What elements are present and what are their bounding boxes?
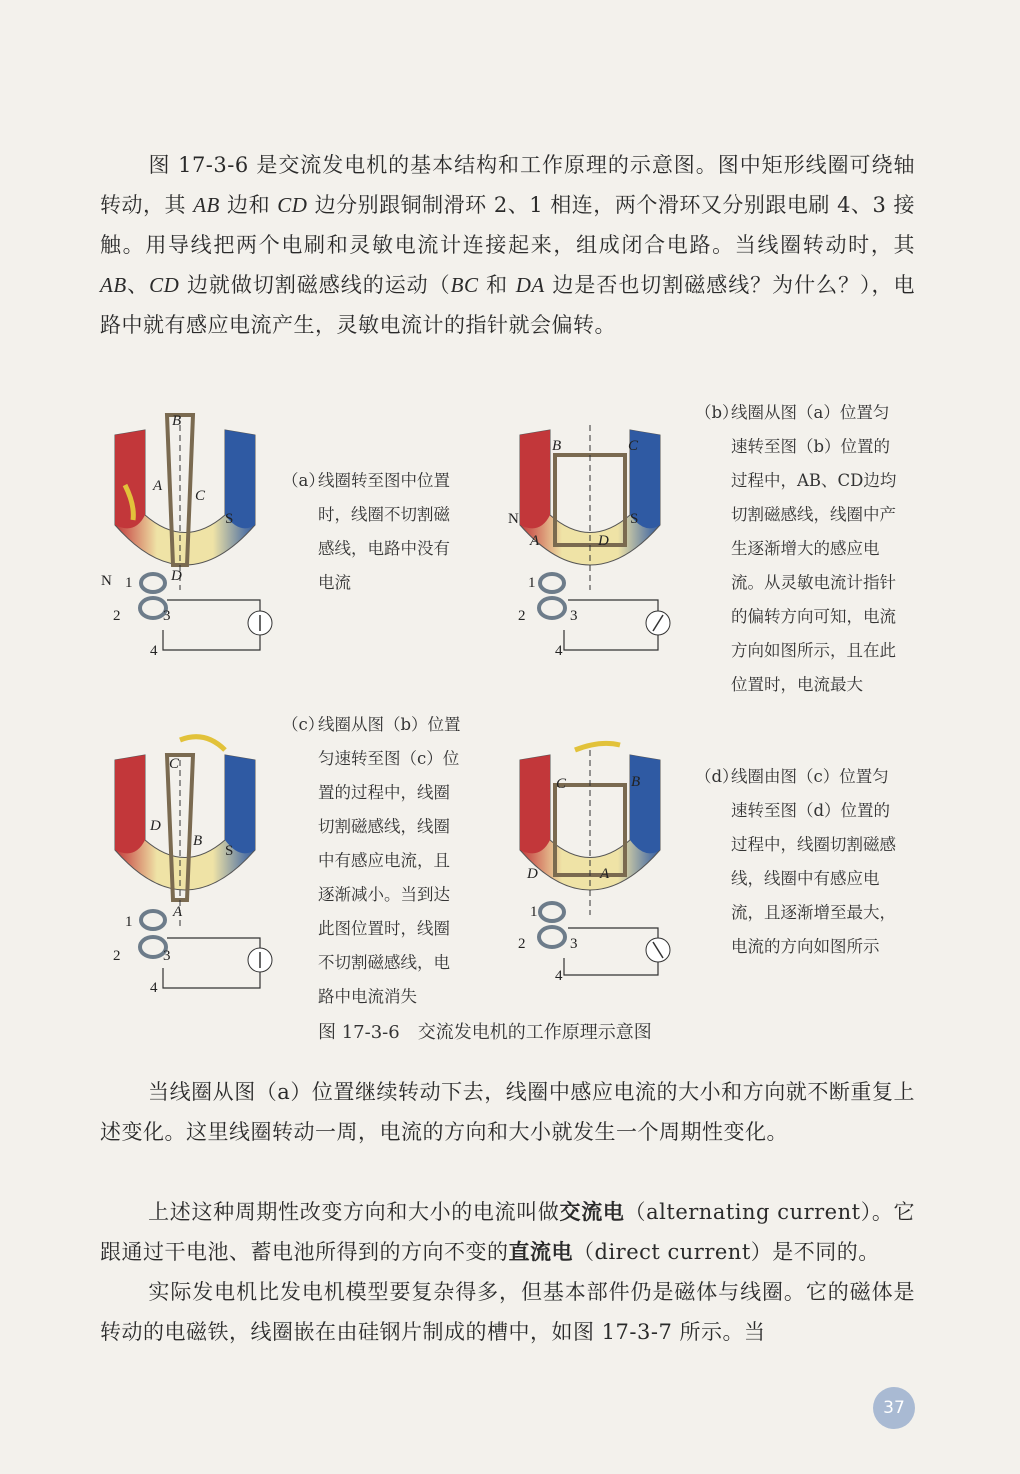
svg-text:4: 4 — [555, 643, 563, 659]
svg-text:N: N — [101, 573, 112, 589]
svg-text:2: 2 — [113, 608, 121, 624]
slip-ring-1 — [141, 574, 165, 592]
north-pole-a — [115, 430, 145, 528]
svg-text:1: 1 — [125, 914, 133, 930]
svg-text:1: 1 — [125, 575, 133, 591]
rotation-arrow-c — [180, 737, 225, 750]
figure-title: 图 17-3-6 交流发电机的工作原理示意图 — [318, 1022, 652, 1043]
svg-text:B: B — [552, 438, 562, 454]
svg-text:B: B — [631, 774, 641, 790]
south-pole-d — [630, 755, 660, 853]
svg-text:A: A — [153, 478, 163, 494]
svg-text:S: S — [225, 843, 234, 859]
north-pole-c — [115, 755, 145, 853]
figure-d-generator — [500, 730, 690, 990]
slip-ring-1-b — [540, 574, 564, 592]
figure-b-generator — [500, 405, 690, 665]
south-pole-c — [225, 755, 255, 853]
svg-text:B: B — [172, 413, 182, 429]
paragraph-3: 上述这种周期性改变方向和大小的电流叫做交流电（alternating current）。它跟通过干电池、蓄电池所得到的方向不变的直流电（direct current）是不同的。 — [100, 1199, 916, 1264]
svg-text:N: N — [508, 511, 519, 527]
svg-text:B: B — [193, 833, 203, 849]
north-pole-b — [520, 430, 550, 528]
svg-text:2: 2 — [518, 608, 526, 624]
svg-text:D: D — [171, 568, 182, 584]
svg-text:4: 4 — [150, 643, 158, 659]
svg-text:D: D — [527, 866, 538, 882]
slip-ring-2-b — [539, 598, 565, 618]
paragraph-2: 当线圈从图（a）位置继续转动下去，线圈中感应电流的大小和方向就不断重复上述变化。这里线圈转动一周，电流的方向和大小就发生一个周期性变化。 — [100, 1080, 915, 1144]
svg-text:4: 4 — [555, 968, 563, 984]
svg-text:2: 2 — [518, 936, 526, 952]
svg-text:3: 3 — [163, 948, 171, 964]
caption-b: （b）线圈从图（a）位置匀 速转至图（b）位置的 过程中，AB、CD边均 切割磁感线，线圈中产 生逐渐增大的感应电 流。从灵敏电流计指针 的偏转方向可知，电流 方向如图所示，且在此 位置时，电流最大 — [695, 403, 897, 694]
caption-d: （d）线圈由图（c）位置匀 速转至图（d）位置的 过程中，线圈切割磁感 线，线圈中有感应电 流，且逐渐增至最大， 电流的方向如图所示 — [695, 767, 896, 956]
svg-text:C: C — [556, 776, 567, 792]
svg-text:D: D — [150, 818, 161, 834]
caption-a: （a）线圈转至图中位置 时，线圈不切割磁 感线，电路中没有 电流 — [282, 471, 450, 592]
paragraph-4: 实际发电机比发电机模型要复杂得多，但基本部件仍是磁体与线圈。它的磁体是转动的电磁铁，线圈嵌在由硅钢片制成的槽中，如图 17-3-7 所示。当 — [100, 1280, 915, 1344]
term-direct-current: 直流电 — [508, 1239, 573, 1264]
slip-ring-1-c — [141, 911, 165, 929]
svg-text:A: A — [600, 866, 610, 882]
svg-text:D: D — [598, 533, 609, 549]
svg-text:S: S — [630, 511, 639, 527]
svg-text:3: 3 — [570, 936, 578, 952]
figure-c-generator — [95, 730, 285, 1000]
svg-text:3: 3 — [163, 608, 171, 624]
svg-text:A: A — [173, 904, 183, 920]
intro-paragraph: 图 17-3-6 是交流发电机的基本结构和工作原理的示意图。图中矩形线圈可绕轴转动，其 AB 边和 CD 边分别跟铜制滑环 2、1 相连，两个滑环又分别跟电刷 4、3 接触。用导线把两个电刷和灵敏电流计连接起来，组成闭合电路。当线圈转动时，其 AB、CD 边就做切割磁感线的运动（BC 和 DA 边是否也切割磁感线？为什么？），电路中就有感应电流产生，灵敏电流计的指针就会偏转。 — [100, 153, 915, 337]
svg-text:1: 1 — [528, 575, 536, 591]
svg-text:1: 1 — [530, 904, 538, 920]
svg-text:3: 3 — [570, 608, 578, 624]
svg-text:C: C — [195, 488, 206, 504]
figure-a-generator — [95, 405, 285, 665]
svg-text:C: C — [169, 756, 180, 772]
svg-text:4: 4 — [150, 980, 158, 996]
term-alternating-current: 交流电 — [559, 1199, 625, 1224]
slip-ring-1-d — [540, 903, 564, 921]
svg-text:2: 2 — [113, 948, 121, 964]
rotation-arrow-d — [575, 743, 620, 750]
caption-c: （c）线圈从图（b）位置 匀速转至图（c）位 置的过程中，线圈 切割磁感线，线圈 中有感应电流，且 逐渐减小。当到达 此图位置时，线圈 不切割磁感线，电 路中电流消失 — [282, 715, 461, 1006]
slip-ring-2-d — [539, 927, 565, 947]
svg-text:C: C — [628, 438, 639, 454]
svg-text:A: A — [530, 533, 540, 549]
svg-text:S: S — [225, 511, 234, 527]
page-number-badge: 37 — [873, 1387, 915, 1429]
north-pole-d — [520, 755, 550, 853]
